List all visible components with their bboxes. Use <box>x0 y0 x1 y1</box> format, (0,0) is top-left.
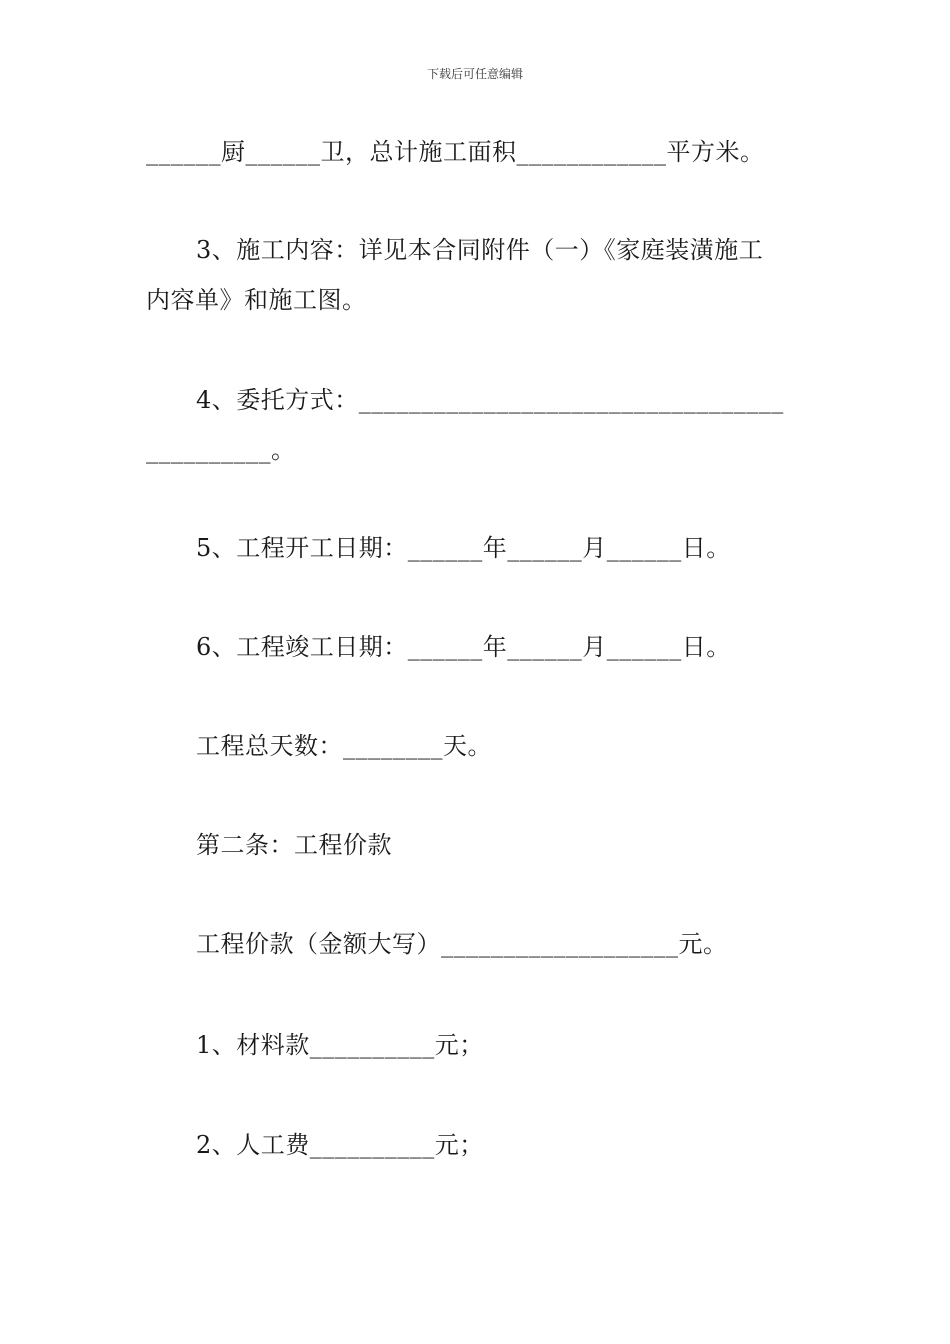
area-line: ______厨______卫，总计施工面积____________平方米。 <box>146 138 765 166</box>
material-fee-line: 1、材料款__________元； <box>196 1031 484 1059</box>
method-line-1: 4、委托方式：__________________________________ <box>196 386 784 414</box>
total-days-line: 工程总天数：________天。 <box>196 732 492 760</box>
labor-fee-line: 2、人工费__________元； <box>196 1131 484 1159</box>
article-2-heading: 第二条：工程价款 <box>196 831 392 859</box>
page-header-note: 下载后可任意编辑 <box>426 67 523 81</box>
end-date-line: 6、工程竣工日期：______年______月______日。 <box>196 633 731 661</box>
method-line-2: __________。 <box>146 436 296 464</box>
content-line-2: 内容单》和施工图。 <box>146 286 367 314</box>
content-line-1: 3、施工内容：详见本合同附件（一）《家庭装潢施工 <box>196 236 764 264</box>
start-date-line: 5、工程开工日期：______年______月______日。 <box>196 534 731 562</box>
price-line: 工程价款（金额大写）___________________元。 <box>196 930 728 958</box>
